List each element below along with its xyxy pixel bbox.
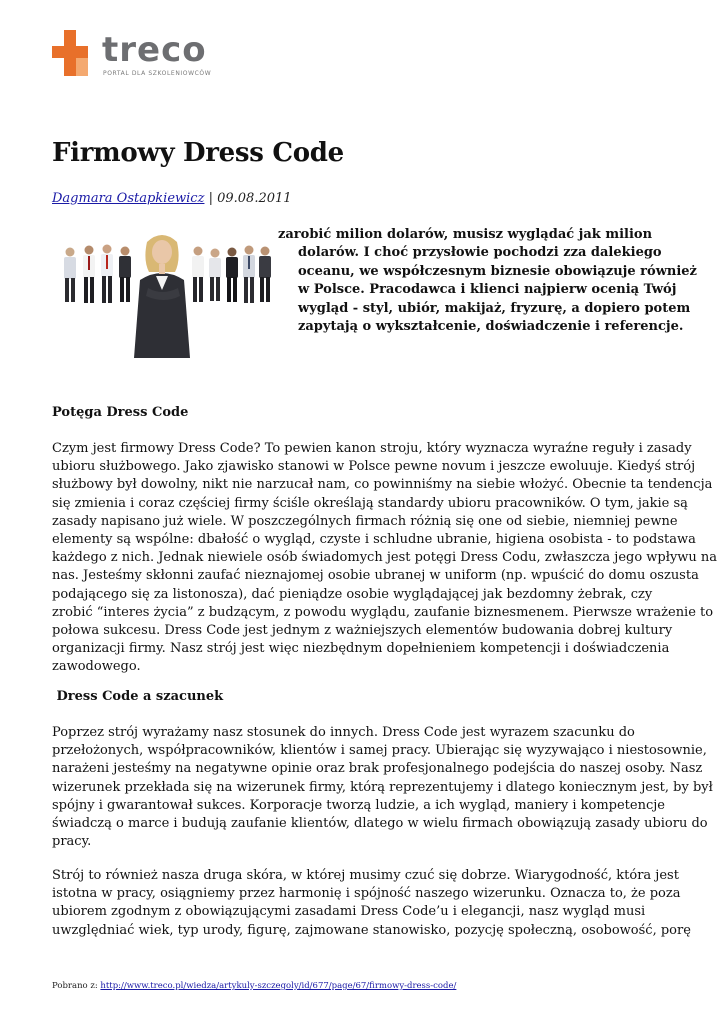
byline: [52, 191, 292, 206]
text-line: istotna w pracy, osiągniemy przez harmonię i spójność naszego wizerunku. Oznacza to, że poza: [52, 886, 681, 902]
business-team-photo: [52, 222, 274, 358]
source-footer: [52, 981, 456, 991]
text-line: uwzględniać wiek, typ urody, figurę, zajmowane stanowisko, pozycję społeczną, osobowość, porę: [52, 922, 691, 938]
source-label: Pobrano z:: [52, 981, 101, 991]
lead-line: oceanu, we współczesnym biznesie obowiązuje również: [298, 263, 697, 279]
article-date: 09.08.2011: [217, 191, 292, 206]
text-line: Poprzez strój wyrażamy nasz stosunek do innych. Dress Code jest wyrazem szacunku do: [52, 725, 635, 740]
section-title-szacunek: Dress Code a szacunek: [52, 689, 224, 704]
byline-separator: |: [204, 191, 218, 206]
treco-logo-mark-icon: [52, 30, 88, 76]
text-line: połowa sukcesu. Dress Code jest jednym z ważniejszych elementów budowania dobrej kultury: [52, 623, 673, 639]
lead-line: w Polsce. Pracodawca i klienci najpierw ocenią Twój: [298, 282, 677, 298]
text-line: zasady napisano już wiele. W poszczególnych firmach różnią się one od siebie, niemniej pewne: [52, 513, 678, 529]
text-line: pracy.: [52, 834, 92, 850]
lead-line: zapytają o wykształcenie, doświadczenie i referencje.: [298, 319, 684, 335]
lead-line: wygląd - styl, ubiór, makijaż, fryzurę, a dopiero potem: [298, 300, 691, 316]
treco-logo[interactable]: [52, 30, 222, 80]
text-line: organizacji firmy. Nasz strój jest więc niezbędnym dopełnieniem kompetencji i doświadczenia: [52, 641, 670, 657]
text-line: Czym jest firmowy Dress Code? To pewien kanon stroju, który wyznacza wyraźne reguły i zasady: [52, 441, 692, 456]
text-line: każdego z nich. Jednak niewiele osób świadomych jest potęgi Dress Codu, zwłaszcza jego wpływu na: [52, 550, 718, 566]
text-line: nas. Jesteśmy skłonni zaufać nieznajomej osobie ubranej w uniform (np. wpuścić do domu oszusta: [52, 568, 699, 584]
article-title: Firmowy Dress Code: [52, 138, 344, 168]
text-line: spójny i gwarantował sukces. Korporacje tworzą ludzie, a ich wygląd, maniery i kompetencje: [52, 797, 665, 813]
brand-tagline: PORTAL DLA SZKOLENIOWCÓW: [103, 70, 212, 77]
text-line: zrobić “interes życia” z budzącym, z powodu wyglądu, zaufanie biznesmenem. Pierwsze wrażenie to: [52, 604, 714, 620]
text-line: podającego się za listonosza), dać pieniądze osobie wyglądającej jak bezdomny żebrak, czy: [52, 586, 653, 602]
text-line: ubioru służbowego. Jako zjawisko stanowi w Polsce pewne novum i jeszcze ewoluuje. Kiedyś strój: [52, 459, 696, 475]
text-line: zawodowego.: [52, 659, 141, 675]
lead-line: dolarów. I choć przysłowie pochodzi zza dalekiego: [298, 245, 662, 261]
paragraph-2: [52, 724, 713, 851]
author-link[interactable]: Dagmara Ostapkiewicz: [52, 191, 205, 206]
text-line: Strój to również nasza druga skóra, w której musimy czuć się dobrze. Wiarygodność, która jest: [52, 868, 679, 883]
text-line: służbowy był dowolny, nikt nie narzucał nam, co powinniśmy na siebie włożyć. Obecnie ta tendencja: [52, 477, 713, 493]
brand-name: treco: [102, 30, 207, 70]
paragraph-3: [52, 867, 691, 940]
text-line: elementy są wspólne: dbałość o wygląd, czyste i schludne ubranie, higiena osobista - to podstawa: [52, 532, 696, 548]
text-line: przełożonych, współpracowników, klientów i samej pracy. Ubierając się wyzywająco i niestosownie,: [52, 743, 707, 759]
text-line: narażeni jesteśmy na negatywne opinie oraz brak profesjonalnego podejścia do naszej osoby. Nasz: [52, 761, 703, 777]
source-url-link[interactable]: http://www.treco.pl/wiedza/artykuly-szczegoly/id/677/page/67/firmowy-dress-code/: [100, 981, 457, 991]
lead-line: zarobić milion dolarów, musisz wyglądać jak milion: [278, 227, 653, 242]
text-line: świadczą o marce i budują zaufanie klientów, dlatego w wielu firmach obowiązują zasady ubioru do: [52, 816, 708, 832]
text-line: wizerunek przekłada się na wizerunek firmy, którą reprezentujemy i dlatego koniecznym jest, by był: [52, 779, 713, 795]
paragraph-1: [52, 440, 718, 677]
section-title-potega: Potęga Dress Code: [52, 405, 189, 420]
article-lead: [278, 226, 697, 336]
text-line: ubiorem zgodnym z obowiązującymi zasadami Dress Code’u i elegancji, nasz wygląd musi: [52, 904, 646, 920]
text-line: się zmienia i coraz częściej firmy ściśle określają standardy ubioru pracowników. O tym, jakie są: [52, 495, 688, 511]
